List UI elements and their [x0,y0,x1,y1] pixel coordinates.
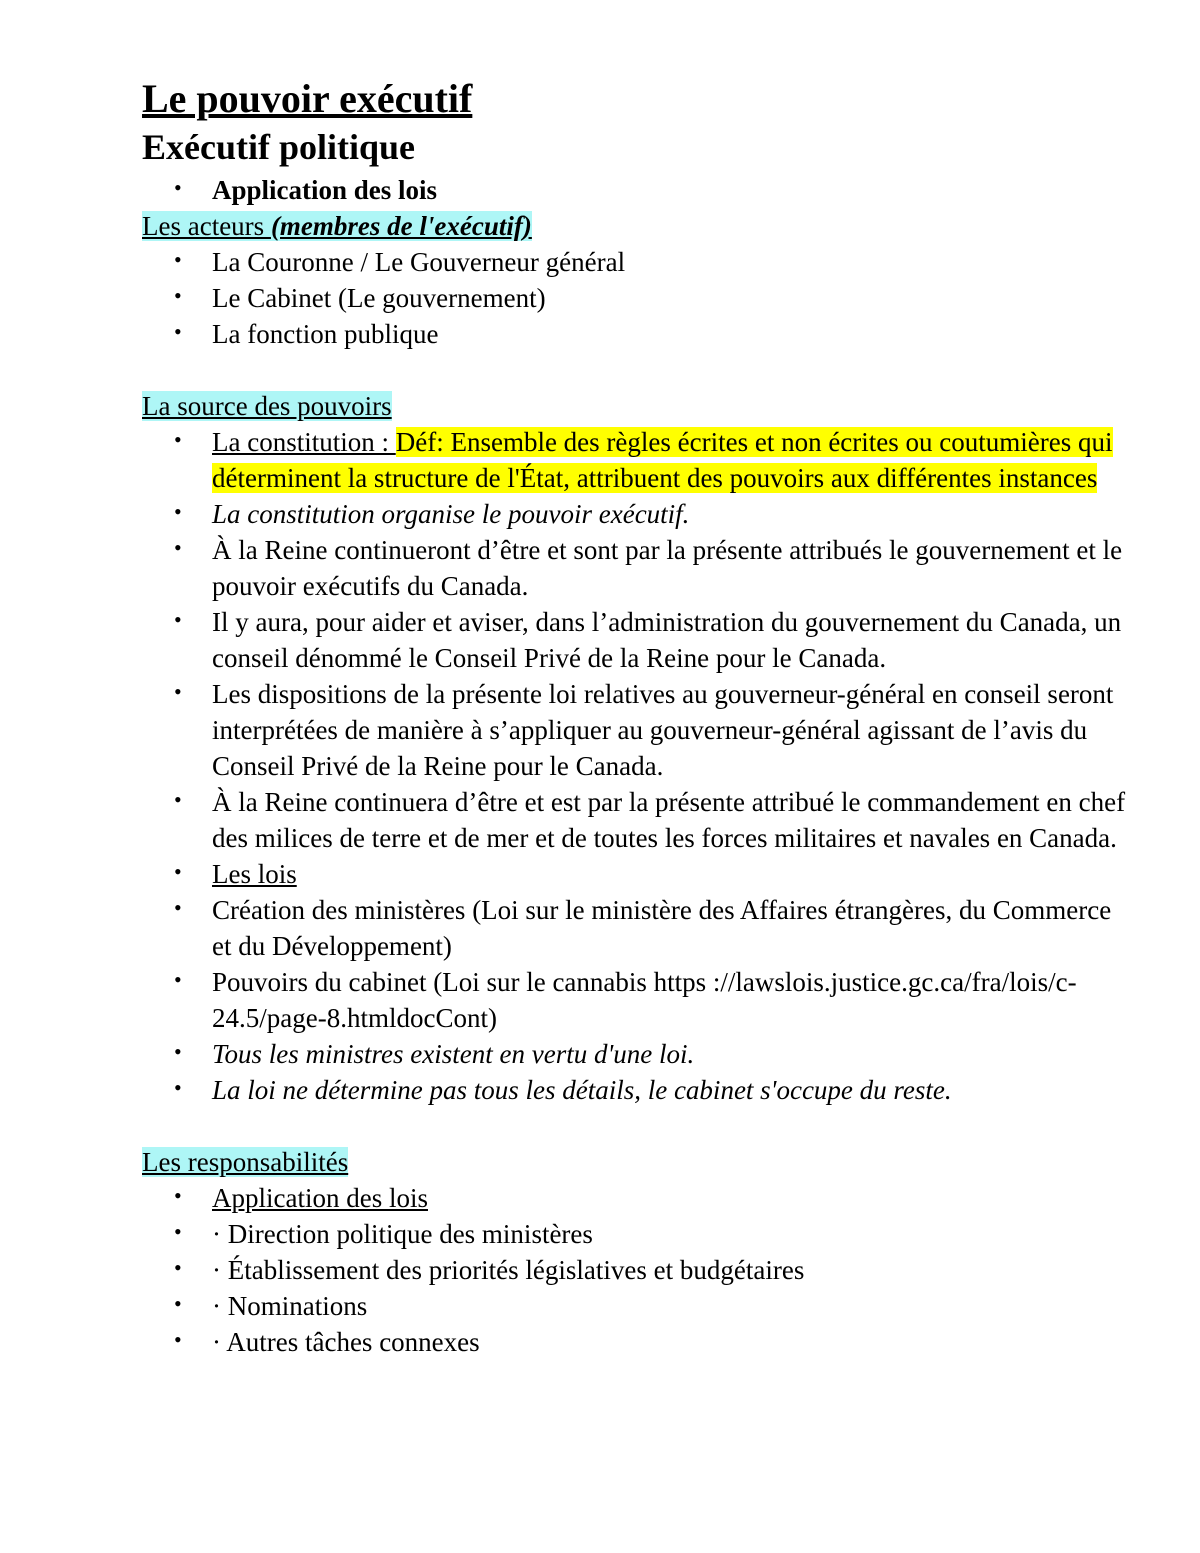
bullet-icon: • [174,283,182,308]
bullet-icon: • [174,1327,182,1352]
heading-text: Les acteurs [142,211,271,241]
list-item-text: La constitution organise le pouvoir exécutif. [212,499,690,529]
bullet-icon: • [174,247,182,272]
list-item [142,280,1132,316]
list-item-text: Création des ministères (Loi sur le ministère des Affaires étrangères, du Commerce et du Développement) [212,895,1112,961]
list-item [142,1288,1132,1324]
list-item-text: Le Cabinet (Le gouvernement) [212,283,546,313]
constitution-label: La constitution : [212,427,396,457]
list-item-text: Les dispositions de la présente loi relatives au gouverneur-général en conseil seront interprétées de manière à s’appliquer au gouverneur-général agissant de l’avis du Conseil Privé de la Reine pour le Canada. [212,679,1114,781]
section-heading-responsibilities [142,1144,1142,1180]
list-item-text: Pouvoirs du cabinet (Loi sur le cannabis https ://lawslois.justice.gc.ca/fra/lois/c-24.5/page-8.htmldocCont) [212,967,1077,1033]
list-item [142,856,1132,892]
bullet-icon: • [174,1291,182,1316]
constitution-definition: Déf: Ensemble des règles écrites et non écrites ou coutumières qui déterminent la structure de l'État, attribuent des pouvoirs aux différentes instances [212,427,1113,493]
responsibilities-list [142,1180,1142,1360]
section-heading-actors [142,208,1142,244]
intro-list [142,172,1142,208]
list-item-text: La fonction publique [212,319,439,349]
bullet-icon: • [174,967,182,992]
bullet-icon: • [174,895,182,920]
list-item-text: La Couronne / Le Gouverneur général [212,247,626,277]
list-item-text: Tous les ministres existent en vertu d'une loi. [212,1039,695,1069]
list-item [142,316,1132,352]
section-heading-source [142,388,1142,424]
list-item-text: · Établissement des priorités législatives et budgétaires [212,1255,805,1285]
heading-text: La source des pouvoirs [142,391,392,421]
heading-text: Les responsabilités [142,1147,349,1177]
bullet-icon: • [174,427,182,452]
list-item [142,1252,1132,1288]
list-item [142,1216,1132,1252]
list-item-text: À la Reine continueront d’être et sont par la présente attribués le gouvernement et le pouvoir exécutifs du Canada. [212,535,1123,601]
list-item-text: · Autres tâches connexes [212,1327,480,1357]
list-item [142,244,1132,280]
list-item [142,1036,1132,1072]
list-item [142,496,1132,532]
bullet-icon: • [174,535,182,560]
document-title: Le pouvoir exécutif [142,76,473,121]
source-list [142,424,1142,1108]
bullet-icon: • [174,1255,182,1280]
list-item [142,676,1132,784]
bullet-icon: • [174,319,182,344]
list-item [142,784,1132,856]
bullet-icon: • [174,607,182,632]
list-item [142,1180,1132,1216]
blank-line [142,352,1142,388]
list-item-text: · Nominations [212,1291,368,1321]
list-item-text: · Direction politique des ministères [212,1219,593,1249]
blank-line [142,1108,1142,1144]
bullet-icon: • [174,499,182,524]
bullet-icon: • [174,1219,182,1244]
laws-label: Les lois [212,859,297,889]
list-item-text: Application des lois [212,175,438,205]
bullet-icon: • [174,1075,182,1100]
heading-italic-text: (membres de l'exécutif) [270,211,532,241]
document-page [142,76,1142,1360]
bullet-icon: • [174,1039,182,1064]
document-subtitle: Exécutif politique [142,127,416,167]
list-item [142,964,1132,1036]
list-item [142,172,1132,208]
list-item [142,892,1132,964]
list-item [142,604,1132,676]
list-item [142,424,1132,496]
list-item-text: Il y aura, pour aider et aviser, dans l’administration du gouvernement du Canada, un conseil dénommé le Conseil Privé de la Reine pour le Canada. [212,607,1122,673]
list-item-text: À la Reine continuera d’être et est par la présente attribué le commandement en chef des milices de terre et de mer et de toutes les forces militaires et navales en Canada. [212,787,1126,853]
bullet-icon: • [174,1183,182,1208]
actors-list [142,244,1142,352]
bullet-icon: • [174,787,182,812]
bullet-icon: • [174,175,182,200]
list-item [142,1324,1132,1360]
list-item-text: Application des lois [212,1183,428,1213]
list-item [142,532,1132,604]
list-item-text: La loi ne détermine pas tous les détails, le cabinet s'occupe du reste. [212,1075,952,1105]
list-item [142,1072,1132,1108]
bullet-icon: • [174,679,182,704]
bullet-icon: • [174,859,182,884]
